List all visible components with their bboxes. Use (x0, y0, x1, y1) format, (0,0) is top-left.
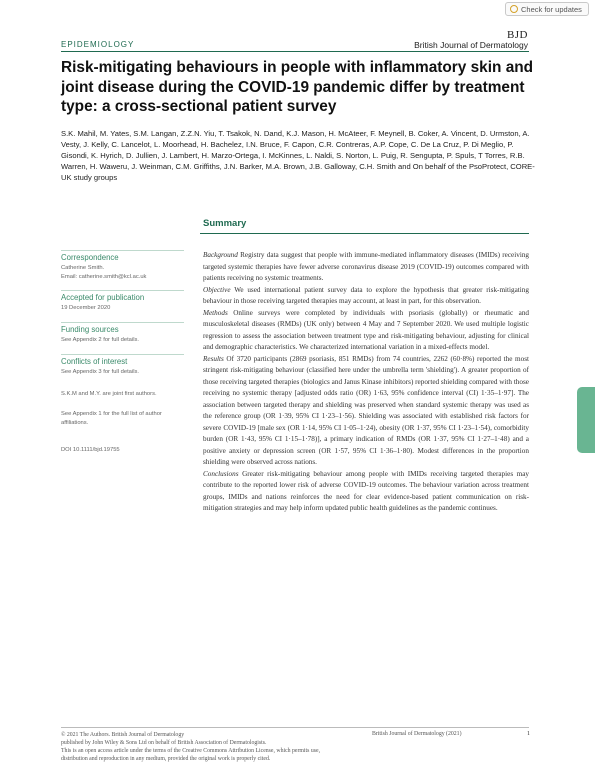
update-icon (510, 5, 518, 13)
journal-logo: BJD (506, 29, 528, 41)
author-list: S.K. Mahil, M. Yates, S.M. Langan, Z.Z.N. Yiu, T. Tsakok, N. Dand, K.J. Mason, H. McAteer, F. Meynell, B. Coker, A. Vincent, D. Urmston, A. Vesty, J. Kelly, C. Lancelot, L. Moorhead, H. Bachelez, I.N. Bruce, F. Capon, C.R. Contreras, A.P. Cope, C. De La Cruz, P. Di Meglio, P. Gisondi, K. Hyrich, D. Jullien, J. Lambert, H. Marzo-Ortega, I. McKinnes, L. Naldi, S. Norton, L. Puig, R. Sengupta, P. Spuls, T Torres, R.B. Warren, H. Waweru, J. Weinman, C.M. Griffiths, J.N. Barker, M.A. Brown, J.B. Galloway, C.H. Smith and On behalf of the PsoProtect, CORE-UK study groups (61, 129, 535, 182)
abstract-label: Results (203, 354, 224, 363)
check-for-updates-badge[interactable] (505, 2, 589, 16)
abstract-background (203, 250, 529, 285)
header-divider (61, 51, 529, 52)
sidebar-heading: Correspondence (61, 250, 184, 262)
sidebar-accepted (61, 290, 184, 313)
page-number: 1 (527, 731, 530, 737)
sidebar-text: Catherine Smith. (61, 265, 105, 271)
check-for-updates-label: Check for updates (521, 4, 582, 14)
footer-journal: British Journal of Dermatology (2021) (372, 731, 462, 737)
sidebar-joint-authors (61, 388, 184, 399)
sidebar-text: See Appendix 2 for full details. (61, 337, 139, 343)
correspondence-email[interactable]: Email: catherine.smith@kcl.ac.uk (61, 274, 147, 280)
journal-name: British Journal of Dermatology (414, 40, 528, 50)
abstract-conclusions (203, 469, 529, 515)
sidebar-heading: Accepted for publication (61, 290, 184, 302)
sidebar-text: 19 December 2020 (61, 305, 111, 311)
sidebar-affiliations (61, 408, 184, 428)
abstract-text: Of 3720 participants (2869 psoriasis, 851 RMDs) from 74 countries, 2262 (60·8%) reported the most stringent risk-mitigating behaviour (classified here under the umbrella term 'shielding'). A greater proportion of those receiving targeted therapies (biologics and Janus Kinase inhibitors) reported shielding compared with those receiving no systemic therapy [adjusted odds ratio (OR) 1·63, 95% confidence interval (CI) 1·35–1·97]. The association between targeted therapy and shielding was preserved when standard systemic therapy was used as the reference group (OR 1·39, 95% CI 1·23–1·56). Shielding was associated with established risk factors for severe COVID-19 [male sex (OR 1·14, 95% CI 1·05–1·24), obesity (OR 1·37, 95% CI 1·23–1·54), comorbidity burden (OR 1·43, 95% CI 1·15–1·78)], a primary indication of RMDs (OR 1·37, 95% CI 1·27–1·48) and a positive anxiety or depression screen (OR 1·57, 95% CI 1·36–1·80). Modest differences in the proportion shielding were observed across nations. (203, 354, 529, 466)
sidebar-text: See Appendix 1 for the full list of author affiliations. (61, 411, 162, 426)
footer-divider (61, 727, 529, 728)
summary-heading: Summary (203, 218, 247, 229)
footer-line: This is an open access article under the terms of the Creative Commons Attribution License, which permits use, (61, 748, 321, 754)
sidebar-heading: Conflicts of interest (61, 354, 184, 366)
abstract-objective (203, 285, 529, 308)
side-tab-marker (577, 387, 595, 453)
sidebar-text: S.K.M and M.Y. are joint first authors. (61, 391, 157, 397)
footer-line: distribution and reproduction in any medium, provided the original work is properly cited. (61, 756, 271, 762)
sidebar-funding (61, 322, 184, 345)
abstract-methods (203, 308, 529, 354)
sidebar-conflicts (61, 354, 184, 377)
doi-link[interactable]: DOI 10.1111/bjd.19755 (61, 447, 120, 453)
sidebar-correspondence (61, 250, 184, 282)
section-label: EPIDEMIOLOGY (61, 40, 135, 49)
abstract-text: Greater risk-mitigating behaviour among people with IMIDs receiving targeted therapies may contribute to the reported lower risk of adverse COVID-19 outcomes. The behaviour variation across treatment groups, IMIDs and nations reinforces the need for clear evidence-based patient communication on risk-mitigation strategies and may help inform updated public health guidelines as the pandemic continues. (203, 469, 530, 512)
abstract-label: Background (203, 251, 238, 259)
sidebar-text: See Appendix 3 for full details. (61, 369, 139, 375)
abstract-text: Registry data suggest that people with immune-mediated inflammatory diseases (IMIDs) receiving targeted systemic therapies have fewer adverse coronavirus disease 2019 (COVID-19) outcomes compared with patients receiving no systemic treatments. (203, 251, 530, 282)
sidebar-doi (61, 444, 184, 455)
sidebar-heading: Funding sources (61, 322, 184, 334)
footer-line: published by John Wiley & Sons Ltd on behalf of British Association of Dermatologists. (61, 740, 267, 746)
abstract-label: Objective (203, 285, 231, 294)
footer-line: © 2021 The Authors. British Journal of Dermatology (61, 732, 185, 738)
article-title: Risk-mitigating behaviours in people with inflammatory skin and joint disease during the COVID-19 pandemic differ by treatment type: a cross-sectional patient survey (61, 59, 534, 115)
abstract-body (203, 250, 529, 515)
abstract-text: Online surveys were completed by individuals with psoriasis (globally) or rheumatic and musculoskeletal diseases (RMDs) (UK only) between 4 May and 7 September 2020. We used multiple logistic regression to assess the association between treatment type and risk-mitigating behaviour, adjusting for clinical and demographic characteristics. We characterized international variation in a mixed-effects model. (203, 308, 530, 351)
abstract-label: Conclusions (203, 469, 239, 478)
abstract-results (203, 354, 529, 469)
abstract-text: We used international patient survey data to explore the hypothesis that greater risk-mitigating behaviour in those receiving targeted therapies may account, at least in part, for this observation. (203, 285, 529, 305)
summary-divider (200, 233, 529, 234)
abstract-label: Methods (203, 308, 228, 317)
